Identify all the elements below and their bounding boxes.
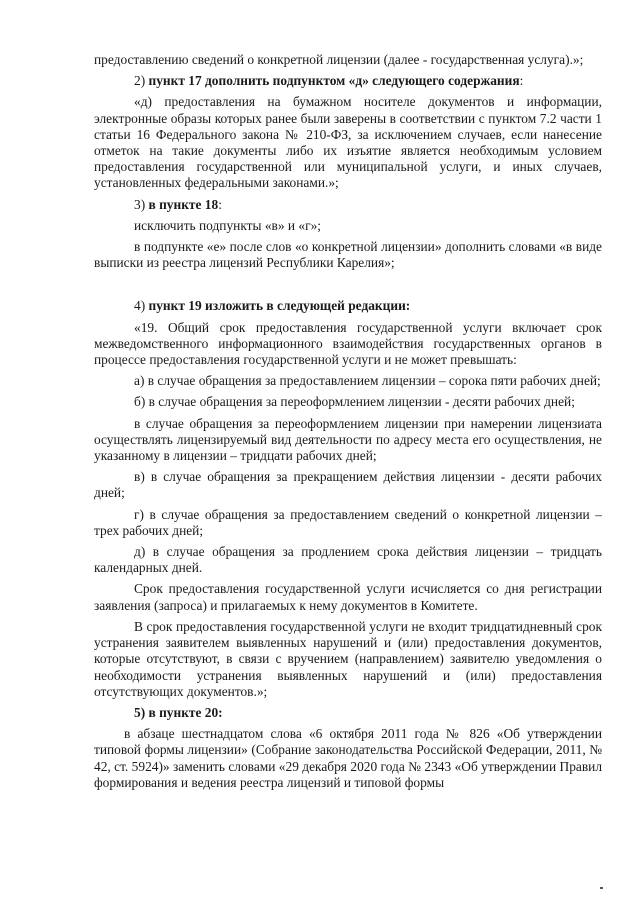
clause-g-text: г) в случае обращения за предоставлением сведений о конкретной лицензии – трех рабочих дней; [94,506,602,538]
item-3-colon: : [218,196,222,212]
clause-d-text: д) в случае обращения за продлением срока действия лицензии – тридцать календарных дней. [94,544,602,576]
item-2-title: пункт 17 дополнить подпунктом «д» следующего содержания [148,73,520,89]
paragraph-continuation: предоставлению сведений о конкретной лицензии (далее - государственная услуга).»; [94,52,584,67]
term-start-text: Срок предоставления государственной услуги исчисляется со дня регистрации заявления (запроса) и прилагаемых к нему документов в Комитете. [94,581,602,613]
item-4-heading [94,298,602,314]
exclude-subitems-text: исключить подпункты «в» и «г»; [134,217,322,233]
item-5-heading: 5) в пункте 20: [134,704,223,720]
clause-b-text: б) в случае обращения за переоформлением лицензии - десяти рабочих дней; [134,394,575,410]
item-2-number: 2) [134,73,149,89]
item-4-number: 4) [134,298,149,314]
document-page [94,52,602,796]
item-4-title: пункт 19 изложить в следующей редакции: [148,298,411,314]
blank-gap [94,276,602,298]
clause-b-extra-text: в случае обращения за переоформлением лицензии при намерении лицензиата осуществлять лицензируемый вид деятельности по адресу места его осуществления, не указанному в лицензии – тридцати рабочих дней; [94,415,602,464]
subitem-d-text: «д) предоставления на бумажном носителе документов и информации, электронные образы которых ранее были заверены в соответствии с пунктом 7.2 части 1 статьи 16 Федерального закона № 210-ФЗ, за исключением случаев, если нанесение отметок на такие документы либо их изъятие является необходимым условием предоставления государственной или муниципальной услуги, и иных случаев, установленных федеральными законами.»; [94,94,602,191]
item-2-colon: : [519,73,524,89]
subitem-e-text: в подпункте «е» после слов «о конкретной лицензии» дополнить словами «в виде выписки из реестра лицензий Республики Карелия»; [94,239,602,271]
item-3-heading [94,197,602,213]
scan-mark [600,887,603,889]
term-exclusion-text: В срок предоставления государственной услуги не входит тридцатидневный срок устранения заявителем выявленных нарушений и (или) предоставления документов, которые отсутствуют, в связи с вручением (направлением) заявителю уведомления о необходимости устранения выявленных нарушений и (или) предоставления отсутствующих документов.»; [94,618,602,699]
item-3-number: 3) [134,196,149,212]
clause-a-text: а) в случае обращения за предоставлением лицензии – сорока пяти рабочих дней; [134,373,601,389]
paragraph-16-replacement-text: в абзаце шестнадцатом слова «6 октября 2011 года № 826 «Об утверждении типовой формы лицензии» (Собрание законодательства Российской Федерации, 2011, № 42, ст. 5924)» заменить словами «29 декабря 2020 года № 2343 «Об утверждении Правил формирования и ведения реестра лицензий и типовой формы [94,726,602,790]
clause-v-text: в) в случае обращения за прекращением действия лицензии - десяти рабочих дней; [94,469,602,501]
item-3-title: в пункте 18 [148,196,219,212]
item-2-heading [94,73,602,89]
clause-19-text: «19. Общий срок предоставления государственной услуги включает срок межведомственного информационного взаимодействия государственных органов в процессе предоставления государственной услуги и не может превышать: [94,319,602,368]
